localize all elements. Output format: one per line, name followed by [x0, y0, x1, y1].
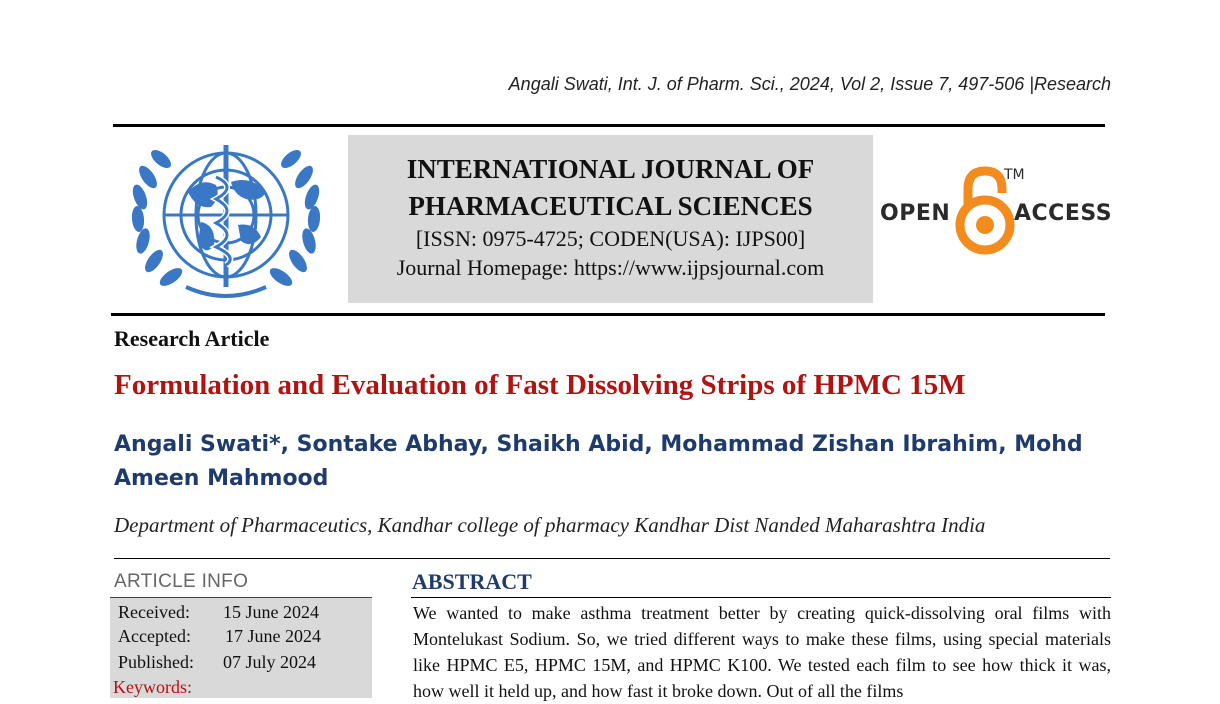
abstract-heading: ABSTRACT	[412, 569, 532, 594]
journal-banner	[348, 135, 873, 303]
open-access-left-text: OPEN	[880, 201, 951, 226]
published-row	[118, 652, 316, 673]
running-head: Angali Swati, Int. J. of Pharm. Sci., 2024, Vol 2, Issue 7, 497-506 |Research	[508, 74, 1111, 94]
keywords-label: Keywords:	[113, 677, 192, 697]
accepted-date: 17 June 2024	[225, 626, 321, 646]
journal-issn: [ISSN: 0975-4725; CODEN(USA): IJPS00]	[415, 226, 806, 251]
received-label: Received:	[118, 602, 190, 622]
author-affiliation: Department of Pharmaceutics, Kandhar college of pharmacy Kandhar Dist Nanded Maharashtra India	[114, 513, 986, 537]
abstract-rule	[411, 597, 1111, 598]
article-type-label: Research Article	[114, 326, 270, 351]
article-info-box	[110, 598, 372, 698]
journal-title-line1: INTERNATIONAL JOURNAL OF	[406, 154, 815, 184]
journal-title	[348, 151, 873, 225]
journal-homepage: Journal Homepage: https://www.ijpsjournal.com	[396, 255, 825, 280]
article-info-heading: ARTICLE INFO	[114, 571, 249, 592]
author-list: Angali Swati*, Sontake Abhay, Shaikh Abid, Mohammad Zishan Ibrahim, Mohd Ameen Mahmood	[114, 432, 1083, 491]
published-label: Published:	[118, 652, 195, 672]
header-top-rule	[113, 124, 1105, 127]
article-title: Formulation and Evaluation of Fast Dissolving Strips of HPMC 15M	[114, 369, 966, 401]
journal-emblem	[126, 137, 326, 307]
received-date: 15 June 2024	[223, 602, 319, 622]
trademark-mark: TM	[1004, 167, 1025, 183]
accepted-row	[118, 626, 321, 647]
open-access-right-text: ACCESS	[1014, 201, 1113, 226]
published-date: 07 July 2024	[223, 652, 317, 672]
emblem-icon	[126, 137, 326, 307]
received-row	[118, 602, 319, 623]
affiliation-rule	[114, 558, 1110, 559]
accepted-label: Accepted:	[118, 626, 191, 646]
open-access-logo	[880, 163, 1113, 258]
abstract-body: We wanted to make asthma treatment better by creating quick-dissolving oral films with Montelukast Sodium. So, we tried different ways to make these films, using special materials like HPMC E5, HPMC 15M, and HPMC K100. We tested each film to see how thick it was, how well it held up, and how fast it broke down. Out of all the films	[413, 603, 1111, 701]
journal-title-line2: PHARMACEUTICAL SCIENCES	[408, 191, 813, 221]
header-bottom-rule	[111, 313, 1105, 316]
